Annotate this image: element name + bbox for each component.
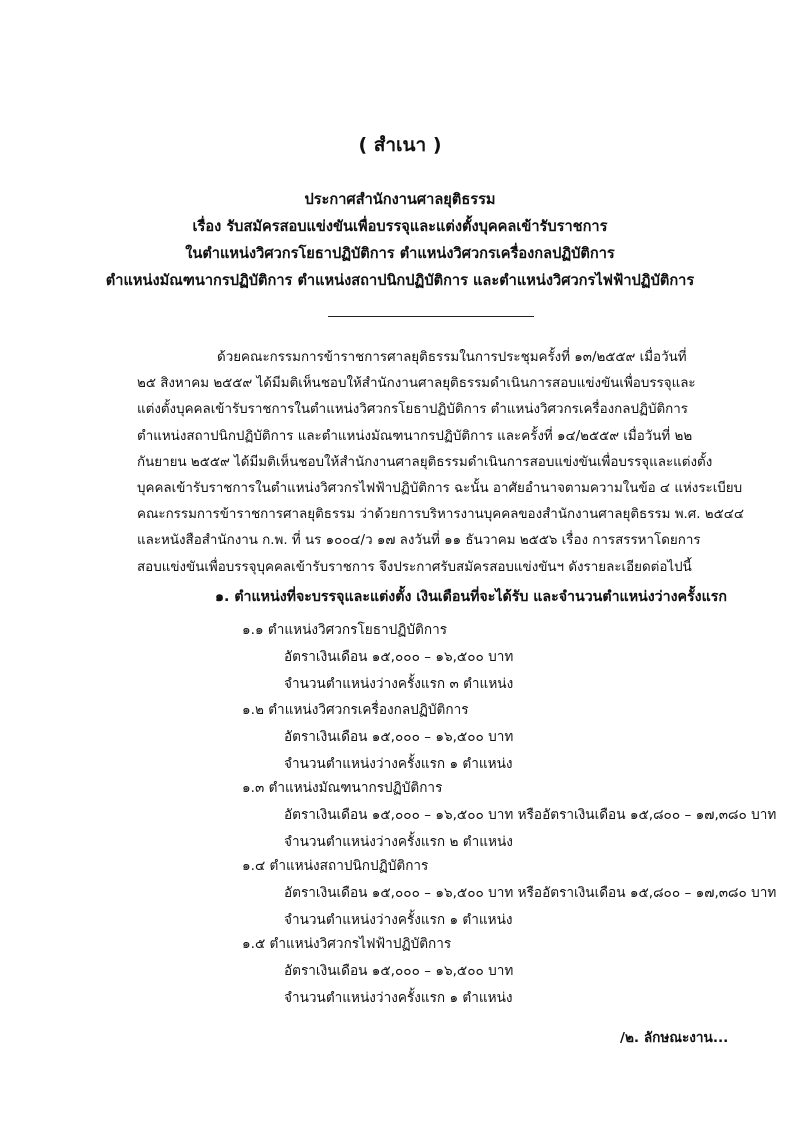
copy-mark: ( สำเนา ) [358, 134, 442, 156]
position-vacancy: จำนวนตำแหน่งว่างครั้งแรก ๑ ตำแหน่ง [284, 912, 513, 928]
announcement-title [0, 186, 800, 294]
title-line: ประกาศสำนักงานศาลยุติธรรม [304, 191, 496, 208]
preamble-paragraph [137, 345, 745, 581]
position-salary: อัตราเงินเดือน ๑๕,๐๐๐ – ๑๖,๕๐๐ บาท [284, 963, 514, 979]
position-vacancy: จำนวนตำแหน่งว่างครั้งแรก ๑ ตำแหน่ง [284, 756, 513, 772]
paragraph-line: คณะกรรมการข้าราชการศาลยุติธรรม ว่าด้วยการบริหารงานบุคคลของสำนักงานศาลยุติธรรม พ.ศ. ๒๕๔๔ [137, 507, 745, 523]
section-heading: ๑. ตำแหน่งที่จะบรรจุและแต่งตั้ง เงินเดือนที่จะได้รับ และจำนวนตำแหน่งว่างครั้งแรก [215, 589, 727, 605]
paragraph-line: ตำแหน่งสถาปนิกปฏิบัติการ และตำแหน่งมัณฑนากรปฏิบัติการ และครั้งที่ ๑๔/๒๕๕๙ เมื่อวันที่ ๒๒ [137, 428, 693, 444]
position-title: ๑.๑ ตำแหน่งวิศวกรโยธาปฏิบัติการ [242, 622, 448, 638]
title-divider [328, 316, 534, 317]
title-line: ในตำแหน่งวิศวกรโยธาปฏิบัติการ ตำแหน่งวิศวกรเครื่องกลปฏิบัติการ [185, 245, 615, 262]
position-title: ๑.๔ ตำแหน่งสถาปนิกปฏิบัติการ [242, 858, 429, 874]
position-title: ๑.๕ ตำแหน่งวิศวกรไฟฟ้าปฏิบัติการ [242, 936, 452, 952]
paragraph-line: ด้วยคณะกรรมการข้าราชการศาลยุติธรรมในการประชุมครั้งที่ ๑๓/๒๕๕๙ เมื่อวันที่ [217, 350, 687, 365]
paragraph-line: และหนังสือสำนักงาน ก.พ. ที่ นร ๑๐๐๔/ว ๑๗ ลงวันที่ ๑๑ ธันวาคม ๒๕๕๖ เรื่อง การสรรหาโดยการ [137, 533, 701, 549]
paragraph-line: แต่งตั้งบุคคลเข้ารับราชการในตำแหน่งวิศวกรโยธาปฏิบัติการ ตำแหน่งวิศวกรเครื่องกลปฏิบัติการ [137, 402, 688, 418]
paragraph-line: สอบแข่งขันเพื่อบรรจุบุคคลเข้ารับราชการ จึงประกาศรับสมัครสอบแข่งขันฯ ดังรายละเอียดต่อไปนี้ [137, 559, 692, 575]
paragraph-line: กันยายน ๒๕๕๙ ได้มีมติเห็นชอบให้สำนักงานศาลยุติธรรมดำเนินการสอบแข่งขันเพื่อบรรจุและแต่งตั้ง [137, 454, 713, 470]
paragraph-line: บุคคลเข้ารับราชการในตำแหน่งวิศวกรไฟฟ้าปฏิบัติการ ฉะนั้น อาศัยอำนาจตามความในข้อ ๔ แห่งระเบียบ [137, 481, 743, 497]
position-title: ๑.๓ ตำแหน่งมัณฑนากรปฏิบัติการ [242, 780, 443, 796]
title-line: เรื่อง รับสมัครสอบแข่งขันเพื่อบรรจุและแต่งตั้งบุคคลเข้ารับราชการ [192, 218, 608, 235]
position-vacancy: จำนวนตำแหน่งว่างครั้งแรก ๓ ตำแหน่ง [284, 676, 514, 692]
title-line: ตำแหน่งมัณฑนากรปฏิบัติการ ตำแหน่งสถาปนิกปฏิบัติการ และตำแหน่งวิศวกรไฟฟ้าปฏิบัติการ [105, 272, 695, 289]
continuation-note: /๒. ลักษณะงาน... [620, 1030, 729, 1046]
position-vacancy: จำนวนตำแหน่งว่างครั้งแรก ๑ ตำแหน่ง [284, 990, 513, 1006]
paragraph-line: ๒๕ สิงหาคม ๒๕๕๙ ได้มีมติเห็นชอบให้สำนักงานศาลยุติธรรมดำเนินการสอบแข่งขันเพื่อบรรจุและ [137, 376, 696, 392]
position-salary: อัตราเงินเดือน ๑๕,๐๐๐ – ๑๖,๕๐๐ บาท [284, 729, 514, 745]
position-salary: อัตราเงินเดือน ๑๕,๐๐๐ – ๑๖,๕๐๐ บาท หรืออัตราเงินเดือน ๑๕,๘๐๐ – ๑๗,๓๘๐ บาท [284, 885, 777, 901]
position-salary: อัตราเงินเดือน ๑๕,๐๐๐ – ๑๖,๕๐๐ บาท [284, 649, 514, 665]
position-title: ๑.๒ ตำแหน่งวิศวกรเครื่องกลปฏิบัติการ [242, 702, 469, 718]
position-vacancy: จำนวนตำแหน่งว่างครั้งแรก ๒ ตำแหน่ง [284, 834, 513, 850]
position-salary: อัตราเงินเดือน ๑๕,๐๐๐ – ๑๖,๕๐๐ บาท หรืออัตราเงินเดือน ๑๕,๘๐๐ – ๑๗,๓๘๐ บาท [284, 807, 777, 823]
